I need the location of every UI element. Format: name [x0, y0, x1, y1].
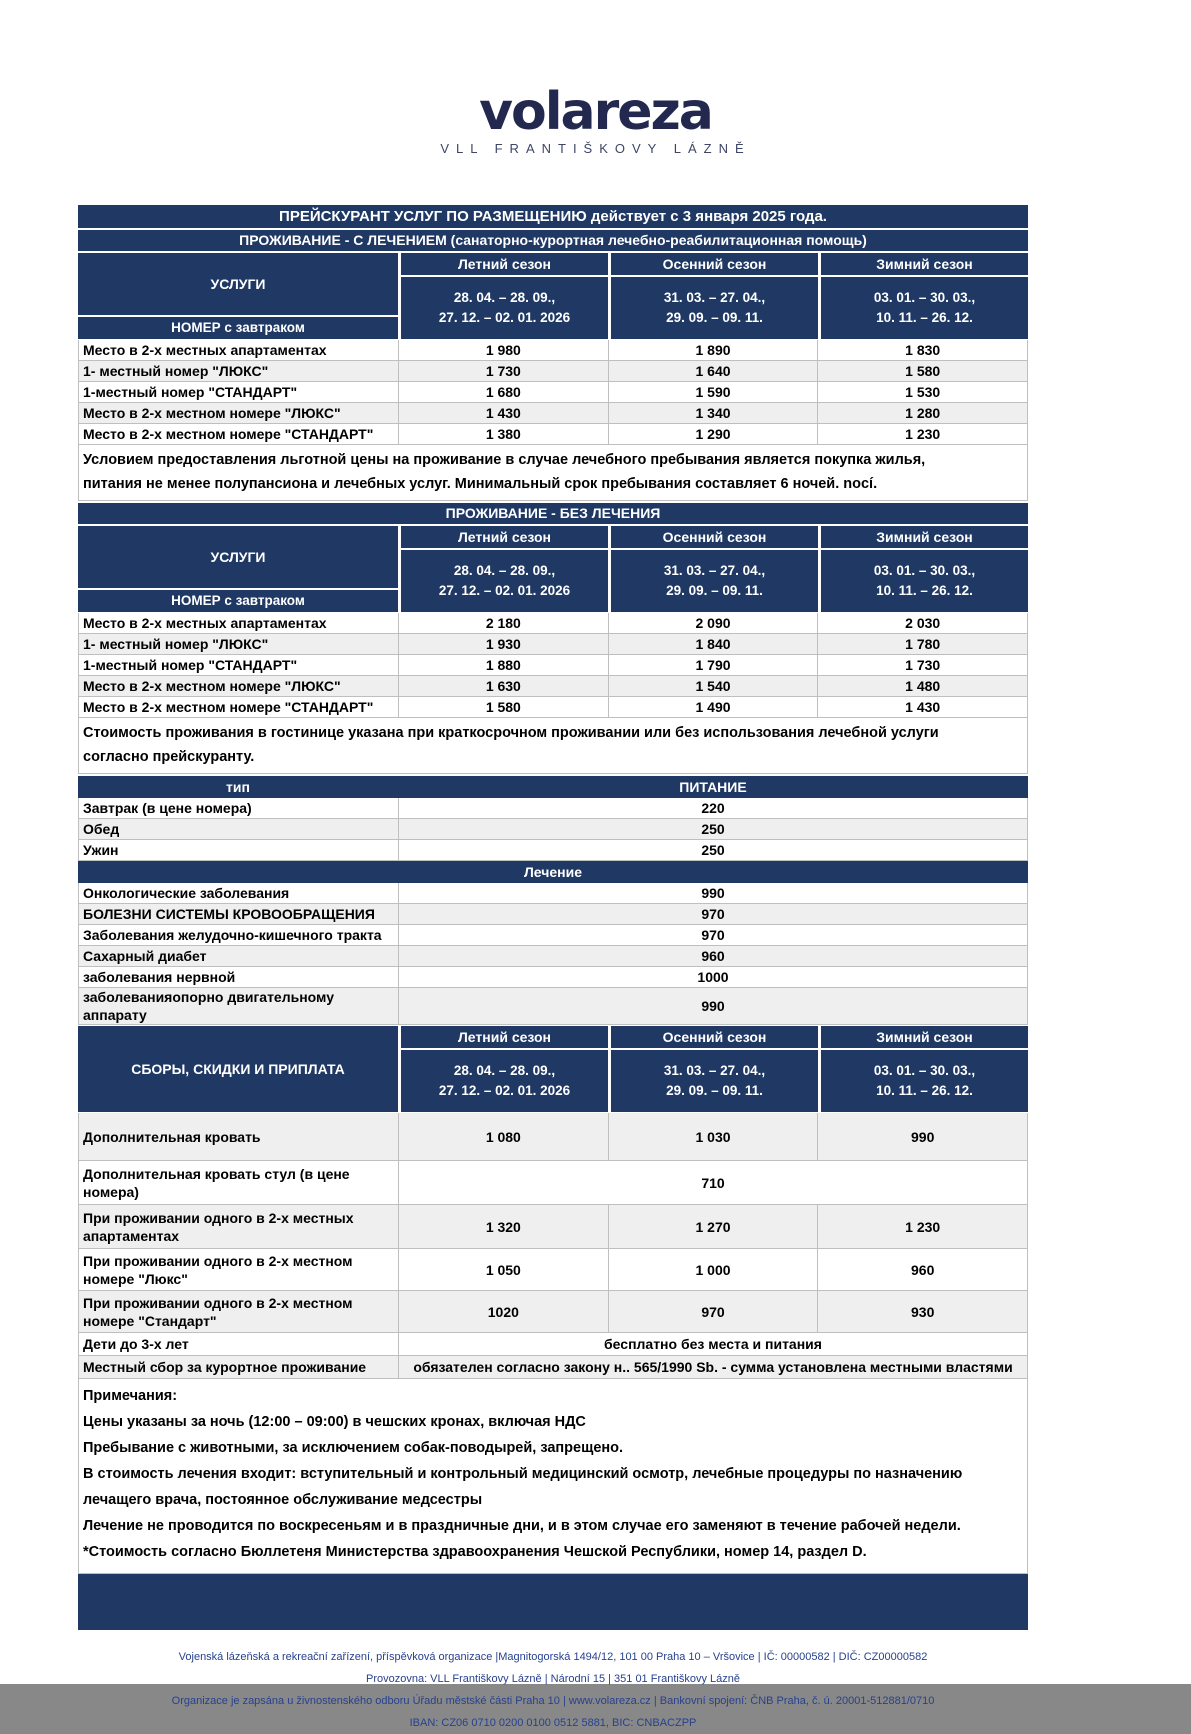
price-cell: 1 830 [905, 342, 941, 358]
price-cell: 2 030 [905, 615, 941, 631]
price-cell: 1 580 [399, 697, 609, 717]
price-row [78, 676, 1028, 697]
document-title-bar: ПРЕЙСКУРАНТ УСЛУГ ПО РАЗМЕЩЕНИЮ действует с 3 января 2025 года. [78, 205, 1028, 228]
price-cell: 1 730 [399, 361, 609, 381]
season-name-cell: Осенний сезон [611, 1026, 818, 1048]
remark-line: Пребывание с животными, за исключением собак-поводырей, запрещено. [83, 1440, 624, 1456]
row-label: Дети до 3-х лет [79, 1333, 399, 1355]
fee-row [78, 1113, 1028, 1161]
season-column-autumn [611, 253, 818, 339]
season-dates-line2: 10. 11. – 26. 12. [876, 1083, 973, 1098]
season-dates-line2: 29. 09. – 09. 11. [666, 1083, 763, 1098]
season-dates-line1: 28. 04. – 28. 09., [453, 1063, 556, 1078]
treatment-price-cell: 990 [701, 998, 725, 1014]
logo [0, 82, 1191, 156]
season-name-cell: Зимний сезон [821, 1026, 1028, 1048]
row-label: При проживании одного в 2-х местном номере "Стандарт" [79, 1291, 399, 1332]
row-label: БОЛЕЗНИ СИСТЕМЫ КРОВООБРАЩЕНИЯ [79, 904, 399, 924]
season-dates-cell [611, 550, 818, 612]
row-label: При проживании одного в 2-х местных апартаментах [79, 1205, 399, 1248]
treatment-header-bar: Лечение [78, 861, 1028, 883]
section1-header-bar: ПРОЖИВАНИЕ - С ЛЕЧЕНИЕМ (санаторно-курортная лечебно-реабилитационная помощь) [78, 230, 1028, 251]
treatment-row [78, 967, 1028, 988]
fee-row [78, 1356, 1028, 1379]
price-cell: 1 730 [905, 657, 941, 673]
services-header-cell: УСЛУГИ [78, 526, 398, 588]
row-label: При проживании одного в 2-х местном номере "Люкс" [79, 1249, 399, 1290]
season-dates-cell [401, 550, 608, 612]
price-cell: 1 790 [609, 655, 819, 675]
note-line: Стоимость проживания в гостинице указана при краткосрочном проживании или без использования лечебной услуги [83, 725, 939, 741]
price-cell: 2 090 [609, 613, 819, 633]
treatment-row [78, 925, 1028, 946]
merged-value-cell: 710 [701, 1174, 725, 1191]
price-cell: 1 430 [905, 699, 941, 715]
season-column-winter [821, 526, 1028, 612]
price-cell: 1 430 [399, 403, 609, 423]
price-cell: 960 [911, 1261, 935, 1278]
row-label: Обед [79, 819, 399, 839]
price-cell: 1 640 [609, 361, 819, 381]
season-name-cell: Летний сезон [401, 526, 608, 548]
section1-note [78, 445, 1028, 501]
fee-row [78, 1205, 1028, 1249]
price-cell: 1 230 [905, 426, 941, 442]
fees-season-header [78, 1026, 1028, 1112]
season-column-summer [401, 1026, 608, 1112]
season-column-autumn [611, 526, 818, 612]
season-dates-line1: 03. 01. – 30. 03., [873, 290, 976, 305]
season-name-cell: Осенний сезон [611, 526, 818, 548]
price-cell: 1 530 [905, 384, 941, 400]
season-dates-line1: 31. 03. – 27. 04., [663, 563, 766, 578]
row-label: Ужин [79, 840, 399, 860]
season-dates-line2: 27. 12. – 02. 01. 2026 [438, 1083, 571, 1098]
price-cell: 1 030 [609, 1113, 819, 1160]
meals-type-header: тип [226, 779, 250, 795]
treatment-row [78, 988, 1028, 1025]
price-cell: 990 [911, 1128, 935, 1145]
note-line: Условием предоставления льготной цены на проживание в случае лечебного пребывания является покупка жилья, [83, 452, 926, 468]
season-dates-line1: 28. 04. – 28. 09., [453, 290, 556, 305]
section1-season-header [78, 253, 1028, 339]
treatment-price-cell: 970 [701, 927, 725, 943]
season-column-winter [821, 253, 1028, 339]
season-dates-line1: 03. 01. – 30. 03., [873, 563, 976, 578]
treatment-row [78, 946, 1028, 967]
row-label: Место в 2-х местном номере "ЛЮКС" [79, 676, 399, 696]
price-cell: 1 840 [609, 634, 819, 654]
meal-row [78, 819, 1028, 840]
treatment-row [78, 883, 1028, 904]
price-cell: 1020 [399, 1291, 609, 1332]
row-label: 1- местный номер "ЛЮКС" [79, 361, 399, 381]
meals-header: ПИТАНИЕ [679, 779, 747, 795]
footer [78, 1646, 1028, 1734]
price-cell: 1 000 [609, 1249, 819, 1290]
room-with-breakfast-cell: НОМЕР с завтраком [78, 317, 398, 339]
price-cell: 1 540 [609, 676, 819, 696]
season-dates-line1: 31. 03. – 27. 04., [663, 290, 766, 305]
row-label: Онкологические заболевания [79, 883, 399, 903]
meal-price-cell: 250 [701, 842, 725, 858]
fee-row [78, 1333, 1028, 1356]
price-row [78, 382, 1028, 403]
row-label: Сахарный диабет [79, 946, 399, 966]
row-label: Заболевания желудочно-кишечного тракта [79, 925, 399, 945]
season-dates-cell [821, 1050, 1028, 1112]
treatment-row [78, 904, 1028, 925]
price-cell: 1 930 [399, 634, 609, 654]
price-cell: 930 [911, 1303, 935, 1320]
remark-line: Лечение не проводится по воскресеньям и в праздничные дни, и в этом случае его заменяют в течение рабочей недели. [83, 1518, 961, 1534]
services-header-cell: УСЛУГИ [78, 253, 398, 315]
row-label: 1-местный номер "СТАНДАРТ" [79, 655, 399, 675]
season-name-cell: Зимний сезон [821, 526, 1028, 548]
price-row [78, 403, 1028, 424]
season-name-cell: Летний сезон [401, 1026, 608, 1048]
row-label: Местный сбор за курортное проживание [79, 1356, 399, 1378]
price-cell: 970 [609, 1291, 819, 1332]
price-cell: 1 050 [399, 1249, 609, 1290]
price-cell: 1 490 [609, 697, 819, 717]
row-label: заболеванияопорно двигательному аппарату [79, 988, 399, 1024]
price-cell: 1 880 [399, 655, 609, 675]
season-dates-line2: 10. 11. – 26. 12. [876, 310, 973, 325]
fee-row [78, 1291, 1028, 1333]
season-dates-line2: 27. 12. – 02. 01. 2026 [438, 583, 571, 598]
row-label: Место в 2-х местном номере "СТАНДАРТ" [79, 697, 399, 717]
row-label: Место в 2-х местном номере "ЛЮКС" [79, 403, 399, 423]
fee-row [78, 1161, 1028, 1205]
season-column-winter [821, 1026, 1028, 1112]
price-cell: 1 480 [905, 678, 941, 694]
fees-title-cell: СБОРЫ, СКИДКИ И ПРИПЛАТА [78, 1026, 398, 1112]
meal-row [78, 840, 1028, 861]
treatment-price-cell: 1000 [697, 969, 729, 985]
row-label: Дополнительная кровать [79, 1113, 399, 1160]
merged-value-cell: бесплатно без места и питания [604, 1336, 822, 1352]
row-label: Завтрак (в цене номера) [79, 798, 399, 818]
price-cell: 1 290 [609, 424, 819, 444]
price-cell: 1 630 [399, 676, 609, 696]
price-cell: 1 230 [905, 1218, 941, 1235]
remark-line: Цены указаны за ночь (12:00 – 09:00) в чешских кронах, включая НДС [83, 1414, 586, 1430]
row-label: Место в 2-х местных апартаментах [79, 613, 399, 633]
season-dates-cell [821, 550, 1028, 612]
season-dates-line2: 29. 09. – 09. 11. [666, 310, 763, 325]
row-label: 1-местный номер "СТАНДАРТ" [79, 382, 399, 402]
price-row [78, 361, 1028, 382]
meal-price-cell: 220 [701, 800, 725, 816]
room-with-breakfast-cell: НОМЕР с завтраком [78, 590, 398, 612]
section2-note [78, 718, 1028, 774]
brand-subtitle: VLL FRANTIŠKOVY LÁZNĚ [440, 141, 751, 156]
season-name-cell: Зимний сезон [821, 253, 1028, 275]
season-dates-line2: 29. 09. – 09. 11. [666, 583, 763, 598]
meal-price-cell: 250 [701, 821, 725, 837]
season-dates-cell [611, 277, 818, 339]
section2-header-bar: ПРОЖИВАНИЕ - БЕЗ ЛЕЧЕНИЯ [78, 503, 1028, 524]
services-header-column [78, 253, 398, 339]
season-name-cell: Летний сезон [401, 253, 608, 275]
season-dates-cell [401, 277, 608, 339]
season-column-summer [401, 526, 608, 612]
merged-value-cell: обязателен согласно закону н.. 565/1990 Sb. - сумма установлена местными властями [413, 1359, 1013, 1375]
row-label: Место в 2-х местных апартаментах [79, 340, 399, 360]
season-column-autumn [611, 1026, 818, 1112]
footer-line: Organizace je zapsána u živnostenského odboru Úřadu městské části Praha 10 | www.volareza.cz | Bankovní spojení: ČNB Praha, č. ú. 20001-512881/0710 [171, 1695, 935, 1707]
footer-navy-bar [78, 1574, 1028, 1630]
brand-wordmark: volareza [479, 82, 712, 142]
price-cell: 1 340 [609, 403, 819, 423]
note-line: питания не менее полупансиона и лечебных услуг. Минимальный срок пребывания составляет 6 ночей. nocí. [83, 476, 878, 492]
price-cell: 1 890 [609, 340, 819, 360]
price-cell: 1 680 [399, 382, 609, 402]
remark-line: *Стоимость согласно Бюллетеня Министерства здравоохранения Чешской Республики, номер 14, раздел D. [83, 1544, 867, 1560]
price-cell: 2 180 [399, 613, 609, 633]
row-label: заболевания нервной [79, 967, 399, 987]
price-row [78, 613, 1028, 634]
price-row [78, 655, 1028, 676]
footer-line: Provozovna: VLL Františkovy Lázně | Národní 15 | 351 01 Františkovy Lázně [365, 1673, 740, 1685]
price-cell: 1 270 [609, 1205, 819, 1248]
season-dates-cell [821, 277, 1028, 339]
price-row [78, 697, 1028, 718]
season-column-summer [401, 253, 608, 339]
remarks-title: Примечания: [83, 1388, 178, 1404]
remark-line: В стоимость лечения входит: вступительный и контрольный медицинский осмотр, лечебные процедуры по назначению лечащего врача, постоянное обслуживание медсестры [83, 1466, 963, 1508]
season-dates-line1: 03. 01. – 30. 03., [873, 1063, 976, 1078]
season-dates-line1: 28. 04. – 28. 09., [453, 563, 556, 578]
row-label: 1- местный номер "ЛЮКС" [79, 634, 399, 654]
treatment-price-cell: 960 [701, 948, 725, 964]
season-dates-cell [611, 1050, 818, 1112]
footer-line: Vojenská lázeňská a rekreační zařízení, příspěvková organizace |Magnitogorská 1494/12, 101 00 Praha 10 – Vršovice | IČ: 00000582 | DIČ: CZ00000582 [178, 1651, 928, 1663]
season-dates-line1: 31. 03. – 27. 04., [663, 1063, 766, 1078]
price-row [78, 340, 1028, 361]
treatment-price-cell: 970 [701, 906, 725, 922]
season-dates-line2: 27. 12. – 02. 01. 2026 [438, 310, 571, 325]
price-cell: 1 080 [399, 1113, 609, 1160]
price-cell: 1 380 [399, 424, 609, 444]
price-cell: 1 280 [905, 405, 941, 421]
price-row [78, 634, 1028, 655]
treatment-price-cell: 990 [701, 885, 725, 901]
services-header-column [78, 526, 398, 612]
meals-header-row [78, 776, 1028, 798]
price-cell: 1 320 [399, 1205, 609, 1248]
price-cell: 1 780 [905, 636, 941, 652]
price-cell: 1 590 [609, 382, 819, 402]
price-cell: 1 980 [399, 340, 609, 360]
section2-season-header [78, 526, 1028, 612]
price-list-document [78, 205, 1028, 1734]
note-line: согласно прейскуранту. [83, 749, 255, 765]
season-name-cell: Осенний сезон [611, 253, 818, 275]
season-dates-cell [401, 1050, 608, 1112]
meal-row [78, 798, 1028, 819]
row-label: Место в 2-х местном номере "СТАНДАРТ" [79, 424, 399, 444]
remarks-block [78, 1379, 1028, 1574]
price-cell: 1 580 [905, 363, 941, 379]
price-row [78, 424, 1028, 445]
season-dates-line2: 10. 11. – 26. 12. [876, 583, 973, 598]
footer-line: IBAN: CZ06 0710 0200 0100 0512 5881, BIC: CNBACZPP [409, 1717, 697, 1729]
fee-row [78, 1249, 1028, 1291]
row-label: Дополнительная кровать стул (в цене номера) [79, 1161, 399, 1204]
